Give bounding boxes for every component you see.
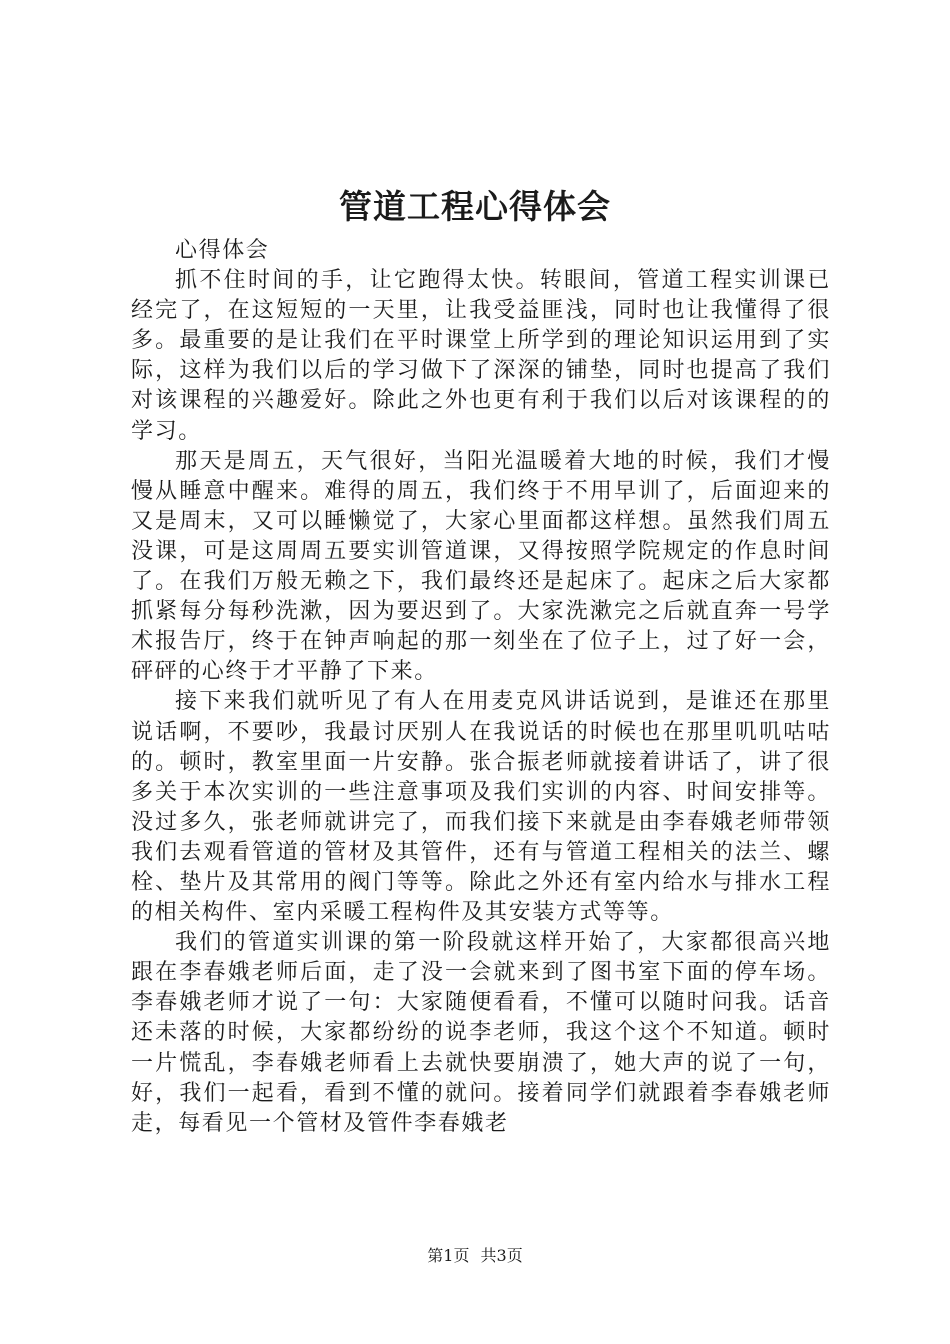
paragraph-heading: 心得体会 [175,238,270,263]
page-footer [0,1245,950,1267]
document-body [131,236,831,1139]
paragraph: 我们的管道实训课的第一阶段就这样开始了，大家都很高兴地跟在李春娥老师后面，走了没一会就来到了图书室下面的停车场。李春娥老师才说了一句：大家随便看看，不懂可以随时问我。话音还未落的时候，大家都纷纷的说李老师，我这个这个不知道。顿时一片慌乱，李春娥老师看上去就快要崩溃了，她大声的说了一句，好，我们一起看，看到不懂的就问。接着同学们就跟着李春娥老师走，每看见一个管材及管件李春娥老 [131,930,831,1136]
page-number: 第1页 [427,1246,470,1265]
document-title: 管道工程心得体会 [339,187,611,226]
paragraph: 那天是周五，天气很好，当阳光温暖着大地的时候，我们才慢慢从睡意中醒来。难得的周五，我们终于不用早训了，后面迎来的又是周末，又可以睡懒觉了，大家心里面都这样想。虽然我们周五没课，可是这周周五要实训管道课，又得按照学院规定的作息时间了。在我们万般无赖之下，我们最终还是起床了。起床之后大家都抓紧每分每秒洗漱，因为要迟到了。大家洗漱完之后就直奔一号学术报告厅，终于在钟声响起的那一刻坐在了位子上，过了好一会，砰砰的心终于才平静了下来。 [131,448,831,685]
paragraph: 抓不住时间的手，让它跑得太快。转眼间，管道工程实训课已经完了，在这短短的一天里，让我受益匪浅，同时也让我懂得了很多。最重要的是让我们在平时课堂上所学到的理论知识运用到了实际，这样为我们以后的学习做下了深深的铺垫，同时也提高了我们对该课程的兴趣爱好。除此之外也更有利于我们以后对该课程的的学习。 [131,268,831,444]
paragraph: 接下来我们就听见了有人在用麦克风讲话说到，是谁还在那里说话啊，不要吵，我最讨厌别人在我说话的时候也在那里叽叽咕咕的。顿时，教室里面一片安静。张合振老师就接着讲话了，讲了很多关于本次实训的一些注意事项及我们实训的内容、时间安排等。没过多久，张老师就讲完了，而我们接下来就是由李春娥老师带领我们去观看管道的管材及其管件，还有与管道工程相关的法兰、螺栓、垫片及其常用的阀门等等。除此之外还有室内给水与排水工程的相关构件、室内采暖工程构件及其安装方式等等。 [131,689,831,926]
page-total: 共3页 [480,1246,523,1265]
